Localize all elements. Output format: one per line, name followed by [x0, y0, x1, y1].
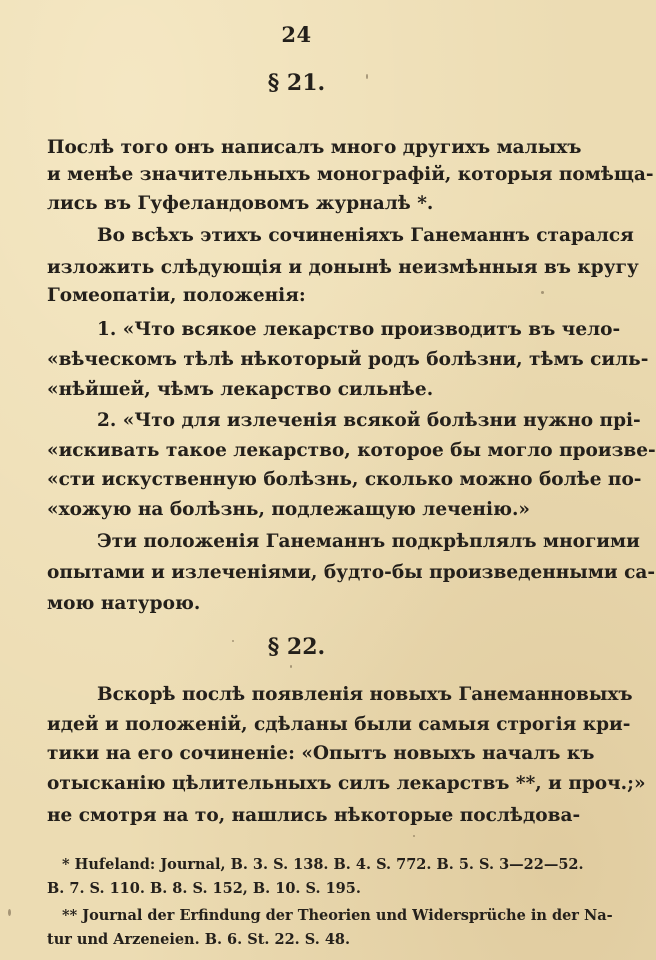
footnote-line: * Hufeland: Journal, B. 3. S. 138. B. 4. S. 772. B. 5. S. 3—22—52.: [62, 856, 584, 873]
paper-speck: [413, 835, 415, 837]
paper-speck: [8, 909, 11, 916]
footnote-line: ** Journal der Erfindung der Theorien und Widersprüche in der Na-: [62, 907, 613, 924]
text-line: Вскорѣ послѣ появленія новыхъ Ганеманновыхъ: [97, 684, 633, 705]
page-number: 24: [281, 22, 312, 47]
text-line: «вѣческомъ тѣлѣ нѣкоторый родъ болѣзни, тѣмъ силь-: [47, 349, 649, 370]
text-line: опытами и излеченіями, будто-бы произведенными са-: [47, 562, 656, 583]
text-line: «нѣйшей, чѣмъ лекарство сильнѣе.: [47, 379, 434, 400]
paper-speck: [541, 291, 544, 294]
text-line: изложить слѣдующія и донынѣ неизмѣнныя въ кругу: [47, 257, 639, 278]
paper-speck: [290, 665, 292, 668]
footnote-line: B. 7. S. 110. B. 8. S. 152, B. 10. S. 195.: [47, 880, 361, 897]
section-21-heading: § 21.: [267, 70, 326, 96]
text-line: Во всѣхъ этихъ сочиненіяхъ Ганеманнъ старался: [97, 225, 634, 246]
footnote-line: tur und Arzeneien. B. 6. St. 22. S. 48.: [47, 931, 351, 948]
paper-speck: [366, 74, 368, 79]
text-line: идей и положеній, сдѣланы были самыя строгія кри-: [47, 714, 631, 735]
paper-speck: [232, 640, 234, 642]
text-line: и менѣе значительныхъ монографій, которыя помѣща-: [47, 164, 654, 185]
text-line: Эти положенія Ганеманнъ подкрѣплялъ многими: [97, 531, 640, 552]
text-line: мою натурою.: [47, 593, 201, 614]
text-line: не смотря на то, нашлись нѣкоторые послѣдова-: [47, 805, 581, 826]
text-line: «сти искуственную болѣзнь, сколько можно болѣе по-: [47, 469, 642, 490]
text-line: 2. «Что для излеченія всякой болѣзни нужно прі-: [97, 410, 641, 431]
text-line: тики на его сочиненіе: «Опытъ новыхъ началъ къ: [47, 743, 595, 764]
text-line: лись въ Гуфеландовомъ журналѣ *.: [47, 193, 434, 214]
text-line: «искивать такое лекарство, которое бы могло произве-: [47, 440, 656, 461]
section-22-heading: § 22.: [267, 634, 326, 660]
text-line: Послѣ того онъ написалъ много другихъ малыхъ: [47, 137, 582, 158]
text-line: 1. «Что всякое лекарство производитъ въ чело-: [97, 319, 621, 340]
text-line: «хожую на болѣзнь, подлежащую леченію.»: [47, 499, 530, 520]
text-line: отысканію цѣлительныхъ силъ лекарствъ **, и проч.;»: [47, 773, 646, 794]
text-line: Гомеопатіи, положенія:: [47, 285, 306, 306]
